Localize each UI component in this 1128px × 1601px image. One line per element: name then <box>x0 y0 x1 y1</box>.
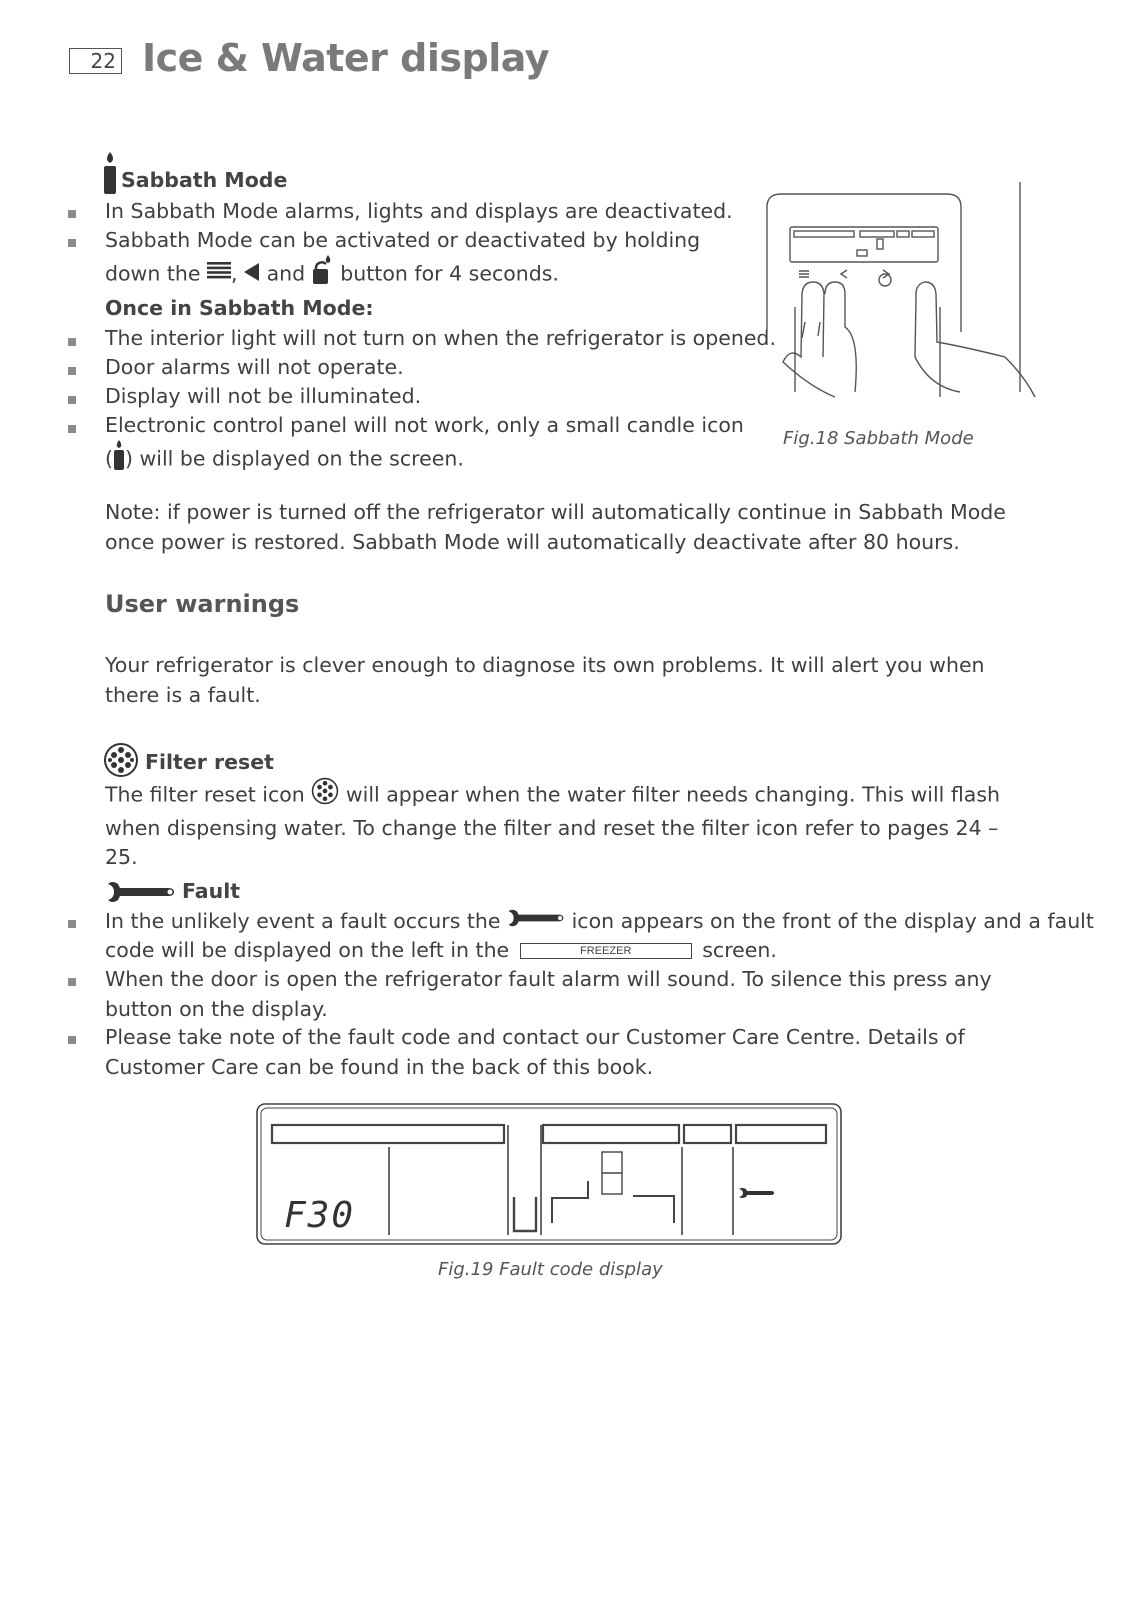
holding-comma: , <box>231 261 238 286</box>
wrench-icon <box>106 880 176 908</box>
bullet-marker <box>68 210 76 218</box>
sabbath-bullet-2: Sabbath Mode can be activated or deactivated by holding <box>105 228 701 252</box>
once-bullet-1: The interior light will not turn on when the refrigerator is opened. <box>105 326 776 350</box>
bullet-marker <box>68 367 76 375</box>
sabbath-bullet-1: In Sabbath Mode alarms, lights and displays are deactivated. <box>105 199 733 223</box>
sabbath-heading: Sabbath Mode <box>121 168 288 192</box>
filter-reset-heading: Filter reset <box>145 750 274 774</box>
user-warnings-heading: User warnings <box>105 590 300 618</box>
page-number: 22 <box>69 48 122 74</box>
user-warnings-intro: Your refrigerator is clever enough to diagnose its own problems. It will alert you when there is a fault. <box>105 653 985 707</box>
bullet-marker <box>68 1036 76 1044</box>
candle-icon <box>113 440 125 479</box>
fault-b1-mid: icon appears on the front of the display and a fault <box>571 909 1094 933</box>
filter-text-pre: The filter reset icon <box>105 782 305 807</box>
candle-icon <box>103 152 117 198</box>
bullet-marker <box>68 425 76 433</box>
fault-bullet-1-line-2 <box>105 936 777 966</box>
fault-b1-line2-post: screen. <box>702 938 777 962</box>
filter-icon <box>311 777 339 814</box>
fault-heading: Fault <box>182 879 241 903</box>
fault-bullet-3: Please take note of the fault code and contact our Customer Care Centre. Details of Customer Care can be found in the back of this book. <box>105 1025 965 1079</box>
bullet-marker <box>68 338 76 346</box>
page-title: Ice & Water display <box>142 36 549 80</box>
fault-bullet-1-line-1 <box>105 907 1094 937</box>
candle-line-post: ) will be displayed on the screen. <box>125 446 464 471</box>
candle-line <box>105 440 464 479</box>
bullet-marker <box>68 239 76 247</box>
menu-lines-icon <box>207 260 231 290</box>
once-bullet-2: Door alarms will not operate. <box>105 355 404 379</box>
fault-b1-pre: In the unlikely event a fault occurs the <box>105 909 501 933</box>
filter-reset-text <box>105 777 1020 873</box>
fig19-caption: Fig.19 Fault code display <box>438 1259 663 1280</box>
once-bullet-3: Display will not be illuminated. <box>105 384 422 408</box>
lock-candle-icon <box>312 255 334 294</box>
freezer-label: FREEZER <box>580 945 632 957</box>
fault-b1-line2-pre: code will be displayed on the left in the <box>105 938 510 962</box>
fig18-caption: Fig.18 Sabbath Mode <box>783 428 974 449</box>
bullet-marker <box>68 920 76 928</box>
holding-pre: down the <box>105 261 201 286</box>
holding-post: button for 4 seconds. <box>340 261 559 286</box>
fault-code-display <box>256 1103 842 1249</box>
bullet-marker <box>68 396 76 404</box>
sabbath-note: Note: if power is turned off the refrigerator will automatically continue in Sabbath Mode once power is restored. Sabbath Mode will automatically deactivate after 80 hours. <box>105 500 1006 554</box>
wrench-icon <box>507 907 565 937</box>
filter-icon <box>103 742 139 782</box>
once-bullet-4: Electronic control panel will not work, only a small candle icon <box>105 413 744 437</box>
sabbath-holding-line <box>105 255 559 294</box>
bullet-marker <box>68 978 76 986</box>
left-arrow-icon <box>244 260 260 290</box>
fault-bullet-2: When the door is open the refrigerator fault alarm will sound. To silence this press any button on the display. <box>105 967 992 1021</box>
filter-text-post: will appear when the water filter needs changing. This will flash when dispensing water. To change the filter and reset the filter icon refer to pages 24 – 25. <box>105 782 1001 869</box>
candle-line-open: ( <box>105 446 113 471</box>
freezer-label-box <box>520 943 692 959</box>
holding-and: and <box>266 261 306 286</box>
once-sabbath-heading: Once in Sabbath Mode: <box>105 296 374 320</box>
sabbath-figure <box>765 182 1045 426</box>
fault-code: F30 <box>284 1195 356 1236</box>
